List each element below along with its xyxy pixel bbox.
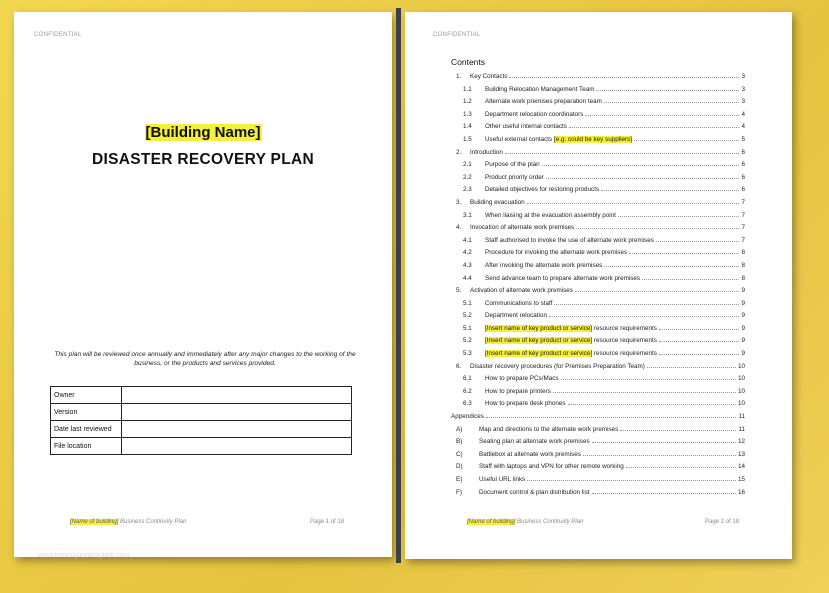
toc-dot-leader [620,425,736,431]
toc-entry-title [470,287,573,294]
toc-page-number: 6 [741,148,745,156]
toc-entry-number: 5.1 [463,299,472,307]
toc-page-number: 4 [741,123,745,131]
owner-table-row [51,404,352,421]
toc-entry-title [479,451,581,458]
page-footer [467,519,583,525]
toc-dot-leader [592,488,736,494]
toc-entry[interactable] [451,122,745,135]
toc-entry[interactable] [451,412,745,425]
toc-entry-number: 6. [456,362,462,370]
toc-entry-title [485,337,657,344]
toc-page-number: 7 [741,236,745,244]
toc-page-number: 14 [737,463,745,471]
toc-entry-number: 5.2 [463,337,472,345]
toc-entry[interactable] [451,223,745,236]
owner-table-label: Version [51,404,122,421]
toc-page-number: 15 [737,476,745,483]
owner-table-label: File location [51,438,122,455]
toc-entry-title-text: Send advance team to prepare alternate work premises [485,274,641,282]
toc-entry-title-text: Staff authorised to invoke the use of alternate work premises [485,236,654,244]
toc-entry-number: 1.5 [463,135,472,143]
toc-dot-leader [596,85,739,91]
footer-text: Business Continuity Plan [118,519,187,525]
toc-entry-number: B) [456,438,463,446]
toc-page-number: 8 [741,261,745,269]
toc-entry[interactable] [451,336,745,349]
toc-entry-title-text: Document control & plan distribution list [479,488,590,496]
toc-entry[interactable] [451,425,745,438]
toc-entry[interactable] [451,462,745,475]
toc-entry[interactable] [451,374,745,387]
toc-page-number: 8 [741,249,745,257]
toc-page-number: 5 [741,135,745,143]
document-title: DISASTER RECOVERY PLAN [92,151,314,168]
toc-dot-leader [561,374,736,380]
toc-entry[interactable] [451,135,745,148]
page-number: Page 2 of 18 [705,519,740,525]
toc-entry[interactable] [451,236,745,249]
toc-entry[interactable] [451,299,745,312]
toc-entry-title [470,73,507,80]
toc-dot-leader [659,349,740,355]
toc-entry[interactable] [451,160,745,173]
toc-entry-title [485,123,567,130]
toc-entry-number: D) [456,463,463,471]
toc-dot-leader [576,223,739,229]
toc-dot-leader [592,437,736,443]
toc-entry[interactable] [451,248,745,261]
toc-entry-number: 1.2 [463,98,472,106]
toc-entry-title-suffix: resource requirements [592,350,657,358]
toc-entry-title-text: Invocation of alternate work premises [470,224,575,232]
toc-entry-title [485,136,632,143]
toc-page-number: 10 [737,400,745,408]
owner-table-row [51,438,352,455]
toc-dot-leader [618,211,740,217]
toc-entry-number: A) [456,425,463,433]
toc-entry-number: 5.2 [463,312,472,320]
toc-entry-title-text: Useful URL links [479,476,526,483]
toc-dot-leader [549,311,740,317]
toc-entry-number: 5.3 [463,350,472,358]
toc-entry-number: 1. [456,73,462,80]
owner-table-value [122,387,352,404]
confidential-label: CONFIDENTIAL [34,32,82,38]
watermark: www.freeinspiretemplate.com [38,552,130,559]
toc-page-number: 3 [741,85,745,93]
toc-entry-title [470,199,525,206]
toc-entry-title [470,224,574,231]
toc-dot-leader [583,450,736,456]
toc-entry-title [479,463,624,470]
toc-page-number: 11 [738,425,745,433]
owner-table-value [122,404,352,421]
toc-page-number: 9 [741,312,745,320]
cover-page [14,12,392,557]
toc-page-number: 9 [741,350,745,358]
toc-dot-leader [647,362,736,368]
toc-page-number: 9 [741,299,745,307]
toc-entry[interactable] [451,286,745,299]
toc-dot-leader [554,299,739,305]
toc-page-number: 10 [737,387,745,395]
toc-entry-title [479,476,525,483]
toc-entry-title [479,438,590,445]
toc-entry-number: C) [456,450,463,458]
toc-entry-title [485,174,544,181]
owner-table-label: Date last reviewed [51,421,122,438]
toc-entry-title-text: Useful external contacts [485,135,554,143]
toc-entry[interactable] [451,211,745,224]
toc-entry-title-text: Staff with laptops and VPN for other remote working [479,463,624,471]
footer-text: Business Continuity Plan [515,519,584,525]
building-name [14,124,392,141]
toc-entry-title-text: Disaster recovery procedures (for Premises Preparation Team) [470,362,645,370]
toc-entry[interactable] [451,349,745,362]
toc-page-number: 9 [741,324,745,332]
toc-entry[interactable] [451,110,745,123]
toc-page-number: 8 [741,274,745,282]
toc-entry-title-text: Product priority order [485,173,544,181]
toc-dot-leader [486,412,737,418]
toc-page-number: 11 [738,413,745,421]
toc-entry-number: 6.3 [463,400,472,408]
owner-table-row [51,387,352,404]
toc-entry-title [479,489,590,496]
book-spine [396,8,401,563]
toc-entry-title-text: Seating plan at alternate work premises [479,438,590,446]
page-number: Page 1 of 18 [310,519,345,525]
owner-table [50,386,352,455]
toc-entry[interactable] [451,399,745,412]
review-note: This plan will be reviewed once annually and immediately after any major changes to the working of the business, or the products and services provided. [54,351,356,367]
toc-entry-title [485,237,654,244]
toc-entry-title-text: Communications to staff [485,299,553,307]
owner-table-value [122,421,352,438]
toc-entry[interactable] [451,97,745,110]
toc-entry-title [470,363,645,370]
toc-entry[interactable] [451,148,745,161]
toc-entry-title-text: Building evacuation [470,198,525,206]
toc-entry[interactable] [451,450,745,463]
toc-dot-leader [656,236,740,242]
toc-page-number: 3 [741,73,745,80]
toc-entry-number: 1.1 [463,85,472,93]
toc-dot-leader [542,160,740,166]
toc-dot-leader [553,387,736,393]
toc-dot-leader [546,173,740,179]
toc-entry-number: 5. [456,287,462,295]
toc-page-number: 7 [741,211,745,219]
toc-dot-leader [604,261,739,267]
toc-entry-title-text: Department relocation [485,312,547,320]
toc-entry-title [451,413,484,420]
toc-entry-number: 1.4 [463,123,472,131]
toc-entry-title-text: How to prepare PCs/Macs [485,375,559,383]
toc-entry-title-text: Key Contacts [470,73,508,80]
toc-entry[interactable] [451,85,745,98]
toc-entry-title [485,350,657,357]
toc-entry-title [485,300,552,307]
toc-entry-title-text: Procedure for invoking the alternate work premises [485,249,628,257]
toc-dot-leader [659,324,740,330]
toc-entry-number: 2.2 [463,173,472,181]
toc-page-number: 7 [741,224,745,232]
toc-entry-number: 4.4 [463,274,472,282]
toc-entry-number: 6.1 [463,375,472,383]
toc-entry-title [479,426,618,433]
toc-page-number: 16 [737,488,745,496]
toc-entry-title [485,262,602,269]
toc-entry-number: 1.3 [463,110,472,118]
toc-entry[interactable] [451,362,745,375]
toc-entry-title [485,325,657,332]
toc-entry-number: 6.2 [463,387,472,395]
toc-entry[interactable] [451,475,745,488]
toc-entry[interactable] [451,488,745,501]
toc-dot-leader [634,135,739,141]
toc-entry-title-text: After invoking the alternate work premises [485,261,603,269]
toc-dot-leader [527,475,736,481]
toc-dot-leader [626,462,736,468]
owner-table-row [51,421,352,438]
confidential-label: CONFIDENTIAL [433,32,481,38]
toc-entry-number: 3. [456,198,462,206]
toc-entry-number: 2.1 [463,161,472,169]
toc-entry[interactable] [451,387,745,400]
toc-entry-title-text: Alternate work premises preparation team [485,98,602,106]
toc-entry-number: 4.2 [463,249,472,257]
toc-entry[interactable] [451,324,745,337]
toc-dot-leader [659,336,740,342]
toc-entry-title [470,149,503,156]
toc-entry-title [485,275,640,282]
toc-entry-number: E) [456,476,463,483]
toc-page-number: 7 [741,198,745,206]
toc-entry-title-text: Battlebox at alternate work premises [479,450,581,458]
toc-entry-title [485,86,594,93]
toc-entry-title-text: Introduction [470,148,503,156]
toc-entry[interactable] [451,173,745,186]
toc-entry-placeholder: [Insert name of key product or service] [485,350,593,358]
toc-page-number: 6 [741,186,745,194]
toc-entry-title-suffix: resource requirements [592,324,657,332]
toc-entry-title-text: Department relocation coordinators [485,110,584,118]
toc-entry-title [485,249,627,256]
toc-page-number: 3 [741,98,745,106]
toc-entry-title-text: How to prepare desk phones [485,400,566,408]
toc-entry[interactable] [451,185,745,198]
toc-entry-title-text: Map and directions to the alternate work premises [479,425,619,433]
toc-entry-title-text: Other useful internal contacts [485,123,567,131]
toc-entry-placeholder: [Insert name of key product or service] [485,324,593,332]
toc-entry-placeholder: [Insert name of key product or service] [485,337,593,345]
toc-entry-title [485,388,551,395]
toc-entry[interactable] [451,437,745,450]
toc-entry-number: 2. [456,148,462,156]
toc-entry-placeholder: [e.g. could be key suppliers] [553,135,633,143]
toc-entry-title [485,400,566,407]
toc-entry-title-text: Activation of alternate work premises [470,287,573,295]
toc-entry-title-text: Purpose of the plan [485,161,540,169]
toc-dot-leader [604,97,740,103]
owner-table-value [122,438,352,455]
toc-dot-leader [642,274,739,280]
toc-entry[interactable] [451,311,745,324]
toc-entry-title-text: When liaising at the evacuation assembly point [485,211,616,219]
toc-entry-title [485,186,599,193]
toc-entry[interactable] [451,198,745,211]
toc-entry-number: 3.1 [463,211,472,219]
toc-entry-title-text: Appendices [451,413,484,421]
toc-dot-leader [509,72,739,78]
toc-dot-leader [601,185,739,191]
toc-page-number: 9 [741,287,745,295]
toc-page-number: 13 [737,450,745,458]
contents-heading: Contents [451,57,486,67]
toc-entry[interactable] [451,261,745,274]
toc-entry-title [485,111,583,118]
footer-building-placeholder: [Name of building] [467,519,516,525]
toc-entry-title [485,212,616,219]
toc-entry-number: 2.3 [463,186,472,194]
toc-entry[interactable] [451,72,745,85]
toc-entry[interactable] [451,274,745,287]
toc-page-number: 6 [741,161,745,169]
toc-page-number: 6 [741,173,745,181]
toc-entry-number: 4.1 [463,236,472,244]
toc-entry-number: F) [456,488,462,496]
toc-dot-leader [568,399,736,405]
toc-page-number: 9 [741,337,745,345]
toc-entry-number: 4.3 [463,261,472,269]
toc-page-number: 12 [737,438,745,446]
toc-dot-leader [569,122,740,128]
page-footer [70,519,186,525]
toc-entry-number: 5.1 [463,324,472,332]
toc-dot-leader [527,198,740,204]
toc-dot-leader [585,110,739,116]
building-name-text: [Building Name] [145,124,261,141]
toc-entry-title-suffix: resource requirements [592,337,657,345]
toc-entry-title [485,98,602,105]
owner-table-label: Owner [51,387,122,404]
toc-page-number: 10 [737,375,745,383]
toc-entry-title-text: How to prepare printers [485,387,551,395]
toc-entry-title [485,161,540,168]
table-of-contents [451,72,745,500]
toc-page-number: 10 [737,362,745,370]
toc-dot-leader [505,148,740,154]
footer-building-placeholder: [Name of building] [70,519,119,525]
contents-page [405,12,792,559]
toc-entry-title [485,375,559,382]
toc-entry-title [485,312,547,319]
toc-entry-title-text: Detailed objectives for restoring products [485,186,600,194]
toc-dot-leader [575,286,740,292]
toc-entry-number: 4. [456,224,462,232]
toc-entry-title-text: Building Relocation Management Team [485,85,595,93]
toc-page-number: 4 [741,110,745,118]
toc-dot-leader [629,248,739,254]
